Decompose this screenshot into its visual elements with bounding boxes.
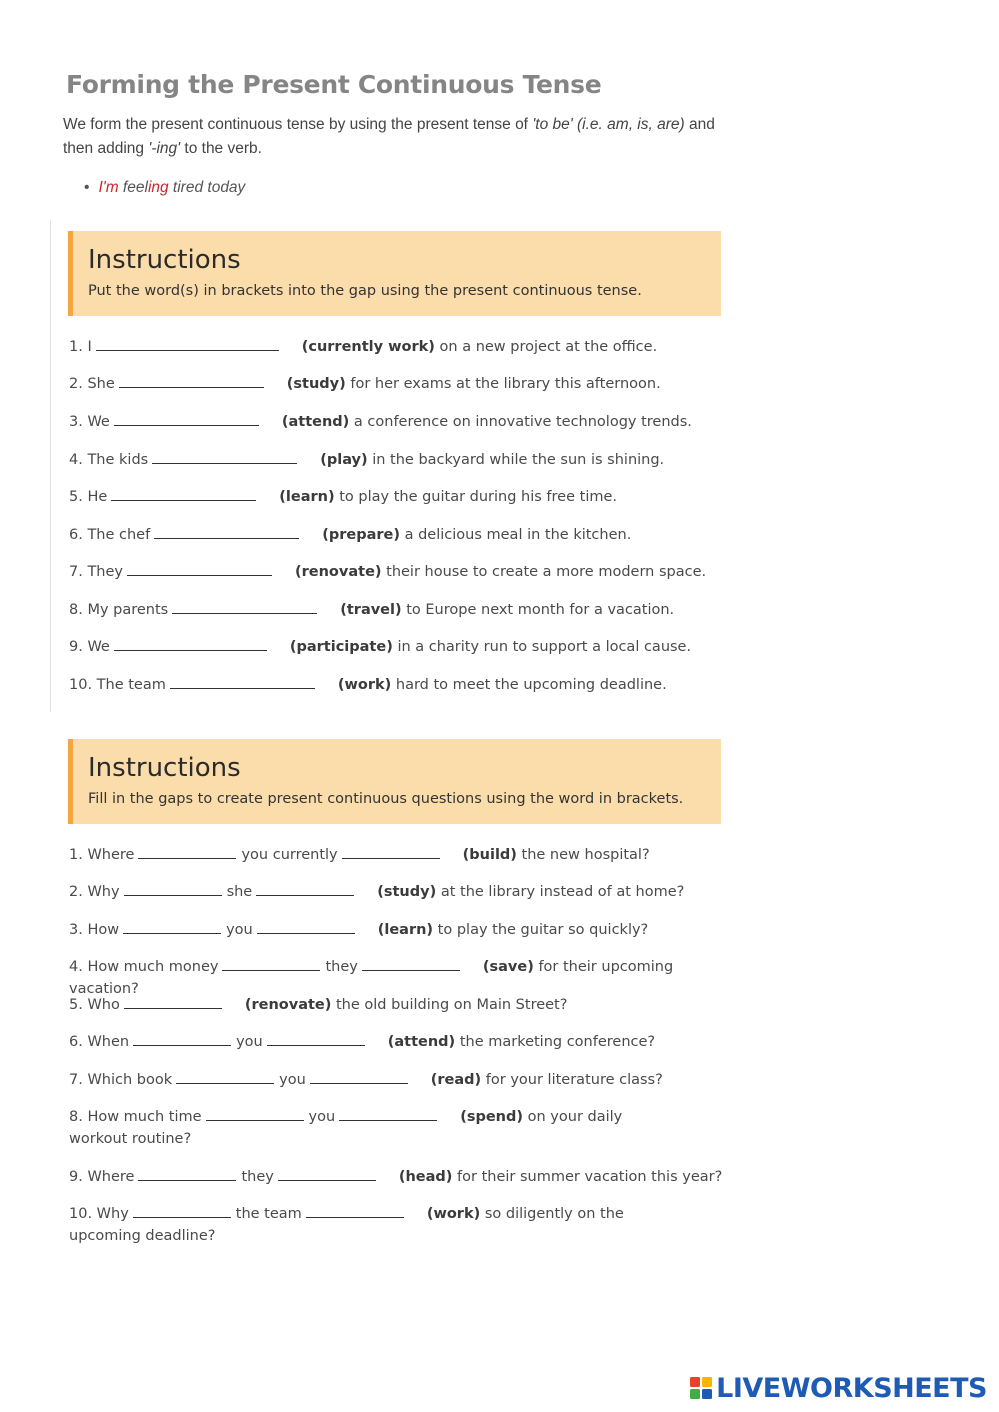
answer-blank[interactable] <box>222 956 320 971</box>
answer-blank[interactable] <box>172 599 317 614</box>
page-title: Forming the Present Continuous Tense <box>66 70 602 99</box>
answer-blank[interactable] <box>133 1031 231 1046</box>
exercise-1-item: 9. We (participate) in a charity run to support a local cause. <box>69 636 729 658</box>
answer-blank[interactable] <box>111 486 256 501</box>
exercise-2-item: 10. Why the team (work) so diligently on the upcoming deadline? <box>69 1203 689 1247</box>
instructions-title: Instructions <box>88 753 241 783</box>
exercise-1-item: 1. I (currently work) on a new project at the office. <box>69 336 729 358</box>
exercise-2-item: 8. How much time you (spend) on your daily workout routine? <box>69 1106 679 1150</box>
answer-blank[interactable] <box>206 1106 304 1121</box>
answer-blank[interactable] <box>123 919 221 934</box>
exercise-2-item: 7. Which book you (read) for your literature class? <box>69 1069 729 1091</box>
liveworksheets-brand <box>689 1372 987 1404</box>
section-divider <box>50 220 51 712</box>
intro-paragraph: We form the present continuous tense by using the present tense of 'to be' (i.e. am, is, are) and then adding '-ing' to the verb. <box>63 116 715 157</box>
instructions-text: Fill in the gaps to create present continuous questions using the word in brackets. <box>88 791 684 807</box>
exercise-2-item: 3. How you (learn) to play the guitar so quickly? <box>69 919 729 941</box>
answer-blank[interactable] <box>127 561 272 576</box>
liveworksheets-logo-icon <box>689 1376 713 1400</box>
exercise-1-item: 3. We (attend) a conference on innovative technology trends. <box>69 411 729 433</box>
answer-blank[interactable] <box>342 844 440 859</box>
answer-blank[interactable] <box>114 636 267 651</box>
exercise-1-item: 4. The kids (play) in the backyard while the sun is shining. <box>69 449 729 471</box>
exercise-2-item: 2. Why she (study) at the library instead of at home? <box>69 881 729 903</box>
answer-blank[interactable] <box>176 1069 274 1084</box>
answer-blank[interactable] <box>114 411 259 426</box>
exercise-2-item: 6. When you (attend) the marketing conference? <box>69 1031 729 1053</box>
answer-blank[interactable] <box>154 524 299 539</box>
instructions-text: Put the word(s) in brackets into the gap using the present continuous tense. <box>88 283 642 299</box>
answer-blank[interactable] <box>119 373 264 388</box>
brand-name: LIVEWORKSHEETS <box>716 1372 987 1404</box>
exercise-1-item: 5. He (learn) to play the guitar during his free time. <box>69 486 729 508</box>
instructions-box-1 <box>68 231 721 316</box>
answer-blank[interactable] <box>339 1106 437 1121</box>
answer-blank[interactable] <box>152 449 297 464</box>
exercise-2-item: 5. Who (renovate) the old building on Main Street? <box>69 994 729 1016</box>
exercise-2-item: 9. Where they (head) for their summer vacation this year? <box>69 1166 729 1188</box>
answer-blank[interactable] <box>278 1166 376 1181</box>
answer-blank[interactable] <box>310 1069 408 1084</box>
answer-blank[interactable] <box>124 881 222 896</box>
answer-blank[interactable] <box>133 1203 231 1218</box>
exercise-1-item: 10. The team (work) hard to meet the upcoming deadline. <box>69 674 729 696</box>
instructions-title: Instructions <box>88 245 241 275</box>
answer-blank[interactable] <box>306 1203 404 1218</box>
answer-blank[interactable] <box>124 994 222 1009</box>
answer-blank[interactable] <box>96 336 279 351</box>
answer-blank[interactable] <box>256 881 354 896</box>
exercise-1-item: 7. They (renovate) their house to create a more modern space. <box>69 561 729 583</box>
instructions-box-2 <box>68 739 721 824</box>
exercise-2-item: 1. Where you currently (build) the new hospital? <box>69 844 729 866</box>
exercise-1-item: 2. She (study) for her exams at the library this afternoon. <box>69 373 729 395</box>
answer-blank[interactable] <box>257 919 355 934</box>
answer-blank[interactable] <box>138 844 236 859</box>
answer-blank[interactable] <box>362 956 460 971</box>
exercise-1-item: 6. The chef (prepare) a delicious meal in the kitchen. <box>69 524 729 546</box>
answer-blank[interactable] <box>170 674 315 689</box>
exercise-1-item: 8. My parents (travel) to Europe next month for a vacation. <box>69 599 729 621</box>
example-bullet: • I'm feeling tired today <box>84 179 246 196</box>
answer-blank[interactable] <box>267 1031 365 1046</box>
exercise-2-item: 4. How much money they (save) for their upcoming vacation? <box>69 956 729 1000</box>
answer-blank[interactable] <box>138 1166 236 1181</box>
